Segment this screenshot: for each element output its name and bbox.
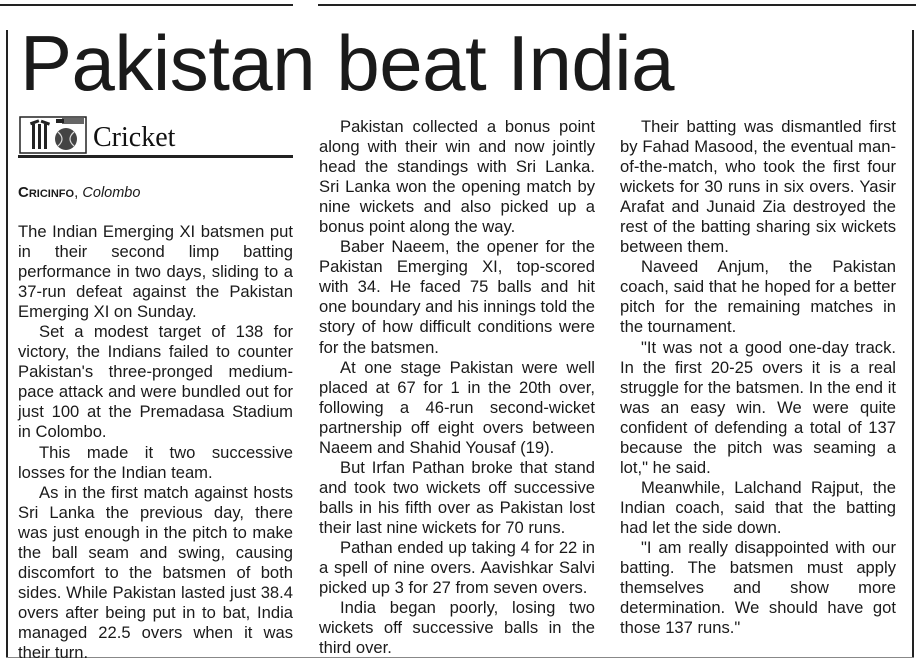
paragraph: Naveed Anjum, the Pakistan coach, said that he hoped for a better pitch for the remaining matches in the tournament. — [620, 257, 896, 337]
paragraph: "It was not a good one-day track. In the first 20-25 overs it is a real struggle for the batsmen. In the end it was an easy win. We were quite confident of defending a total of 137 because the pitch was seaming a lot," he said. — [620, 337, 896, 477]
paragraph: As in the first match against hosts Sri Lanka the previous day, there was just enough in the pitch to make the ball seam and swing, causing discomfort to the batsmen of both sides. While Pakistan lasted just 38.4 overs after being put in to bat, India managed 22.5 overs when it was their turn. — [18, 482, 293, 662]
section-header — [18, 115, 293, 157]
top-rule-right — [318, 4, 916, 6]
paragraph: Meanwhile, Lalchand Rajput, the Indian coach, said that the batting had let the side down. — [620, 477, 896, 537]
right-column-rule — [912, 30, 914, 658]
paragraph: Pakistan collected a bonus point along with their win and now jointly head the standings with Sri Lanka. Sri Lanka won the opening match by nine wickets and also picked up a bonus point along the way. — [319, 117, 595, 237]
paragraph: Their batting was dismantled first by Fahad Masood, the eventual man-of-the-match, who took the first four wickets for 30 runs in six overs. Yasir Arafat and Junaid Zia destroyed the rest of the batting sharing six wickets between them. — [620, 117, 896, 257]
section-underline — [18, 155, 293, 158]
article-column-2 — [319, 117, 595, 658]
cricket-stumps-ball-icon — [18, 115, 88, 155]
left-column-rule — [6, 30, 8, 658]
paragraph: "I am really disappointed with our batting. The batsmen must apply themselves and show more determination. We should have got those 137 runs." — [620, 537, 896, 638]
paragraph: Baber Naeem, the opener for the Pakistan Emerging XI, top-scored with 34. He faced 75 balls and hit one boundary and his innings told the story of how difficult conditions were for the batsmen. — [319, 237, 595, 357]
paragraph: The Indian Emerging XI batsmen put in their second limp batting performance in two days, sliding to a 37-run defeat against the Pakistan Emerging XI on Sunday. — [18, 222, 293, 322]
byline-source: Cricinfo — [18, 184, 75, 201]
paragraph: This made it two successive losses for the Indian team. — [18, 442, 293, 482]
article-column-1 — [18, 222, 293, 663]
headline: Pakistan beat India — [20, 19, 674, 107]
byline: Cricinfo, Colombo — [18, 184, 141, 201]
top-rule-left — [0, 4, 293, 6]
paragraph: But Irfan Pathan broke that stand and took two wickets off successive balls in his fifth over as Pakistan lost their last nine wickets for 70 runs. — [319, 457, 595, 537]
paragraph: Pathan ended up taking 4 for 22 in a spell of nine overs. Aavishkar Salvi picked up 3 for 27 from seven overs. — [319, 537, 595, 598]
section-label: Cricket — [93, 122, 176, 153]
paragraph: India began poorly, losing two wickets off successive balls in the third over. — [319, 598, 595, 658]
paragraph: At one stage Pakistan were well placed at 67 for 1 in the 20th over, following a 46-run second-wicket partnership off eight overs between Naeem and Shahid Yousaf (19). — [319, 357, 595, 457]
paragraph: Set a modest target of 138 for victory, the Indians failed to counter Pakistan's three-pronged medium-pace attack and were bundled out for just 100 at the Premadasa Stadium in Colombo. — [18, 322, 293, 442]
byline-place: Colombo — [82, 185, 141, 201]
article-column-3 — [620, 117, 896, 638]
